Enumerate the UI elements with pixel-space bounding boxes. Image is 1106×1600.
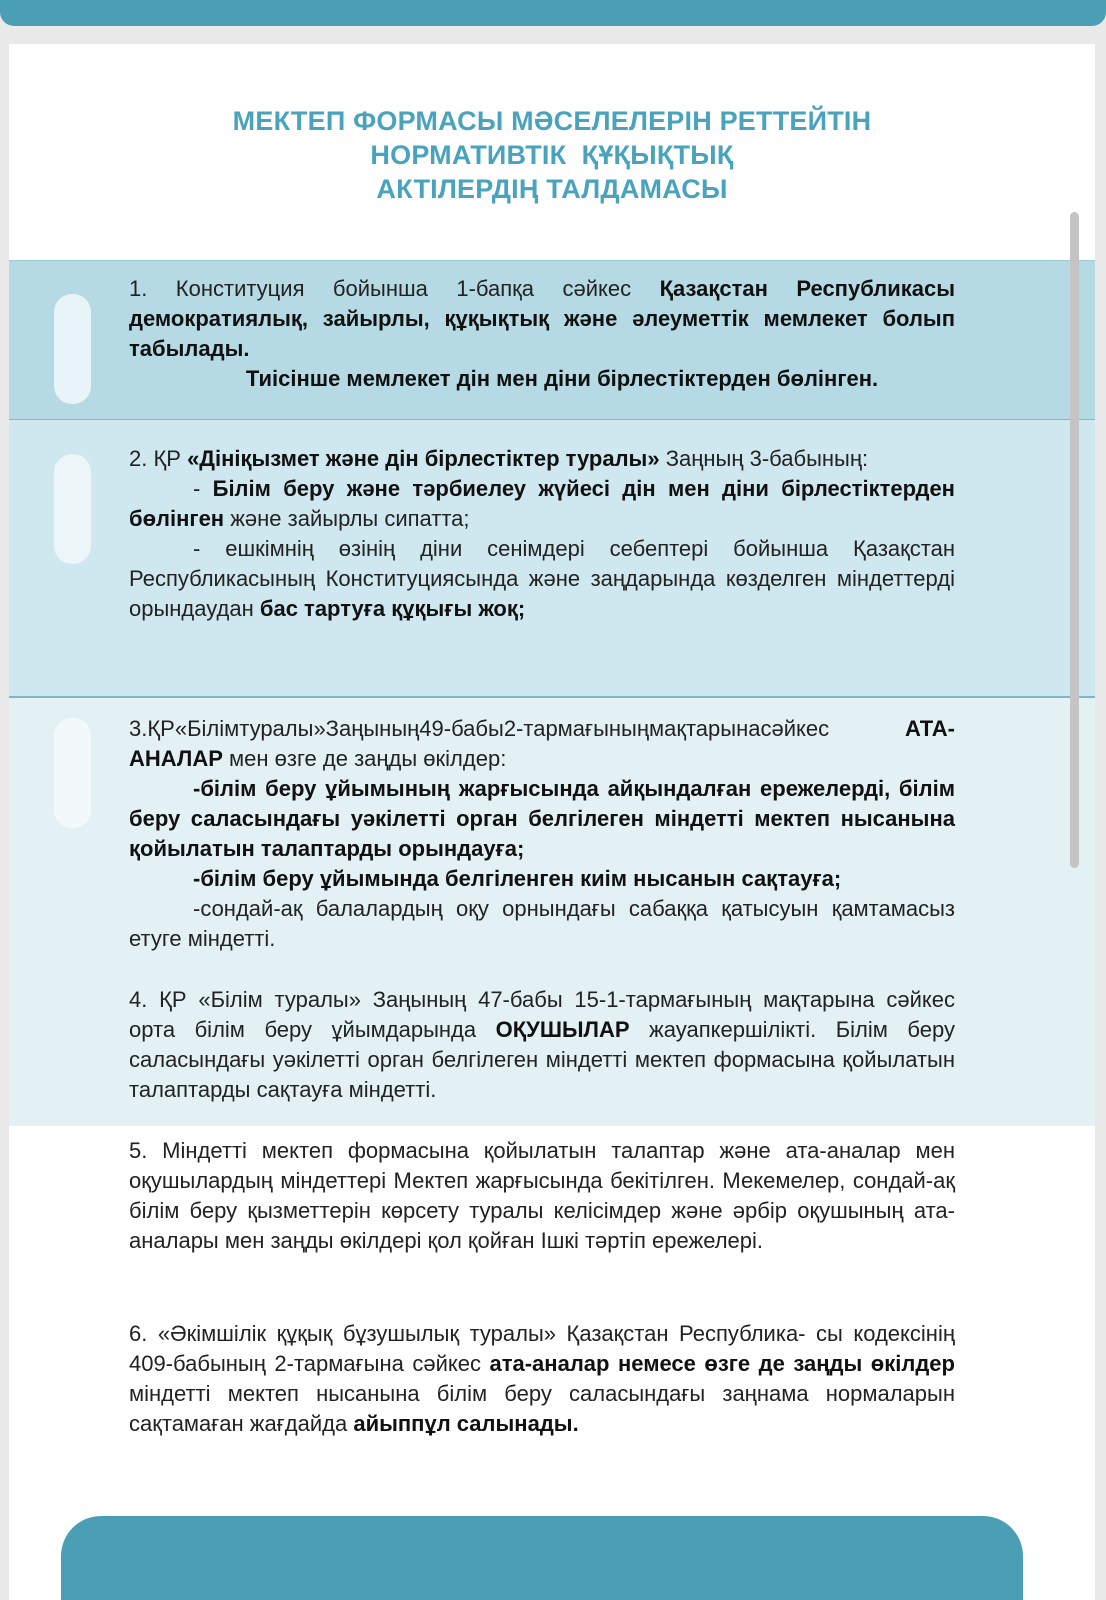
bottom-accent-bar <box>61 1516 1023 1600</box>
section-3-item-3: -сондай-ақ балалардың оқу орнындағы сабаққа қатысуын қамтамасыз етуге міндетті. <box>129 896 955 951</box>
decorative-pill-2 <box>54 454 91 564</box>
section-4-text: 4. ҚР «Білім туралы» Заңының 47-бабы 15-1-тармағының мақтарына сәйкес орта білім беру ұйымдарында <box>129 987 955 1042</box>
section-2-item-1-tail: және зайырлы сипатта; <box>224 506 470 531</box>
section-5 <box>129 1136 955 1256</box>
section-2-prefix: 2. ҚР <box>129 446 188 471</box>
page-title <box>9 104 1095 206</box>
section-6-text: 6. «Әкімшілік құқық бұзушылық туралы» Қазақстан Республика- сы кодексінің 409-бабының 2-тармағына сәйкес <box>129 1321 955 1376</box>
section-4-students: ОҚУШЫЛАР <box>495 1017 630 1042</box>
decorative-pill-3 <box>54 718 91 828</box>
section-2-suffix: Заңның 3-бабының: <box>659 446 869 471</box>
section-3-prefix: 3.ҚР«Білімтуралы»Заңының49-бабы2-тармағыныңмақтарынасәйкес <box>129 716 905 741</box>
scrollbar-thumb[interactable] <box>1070 212 1079 868</box>
title-line-1: МЕКТЕП ФОРМАСЫ МӘСЕЛЕЛЕРІН РЕТТЕЙТІН <box>232 106 872 136</box>
section-4-paragraph <box>129 985 955 1105</box>
section-2-item-1-dash: - <box>193 476 213 501</box>
section-1-text: 1. Конституция бойынша 1-бапқа сәйкес <box>129 276 660 301</box>
section-2-item-1 <box>129 474 955 534</box>
section-6-paragraph <box>129 1319 955 1439</box>
section-6-parents: ата-аналар немесе өзге де заңды өкілдер <box>489 1351 955 1376</box>
section-6-middle: міндетті мектеп нысанына білім беру саласындағы заңнама нормаларын сақтамаған жағдайда <box>129 1381 955 1436</box>
title-line-2: НОРМАТИВТІК ҚҰҚЫҚТЫҚ <box>370 140 734 170</box>
section-1-conclusion: Тиісінше мемлекет дін мен діни бірлестіктерден бөлінген. <box>245 366 879 391</box>
section-3 <box>129 714 955 954</box>
section-3-suffix: мен өзге де заңды өкілдер: <box>222 746 507 771</box>
top-accent-bar <box>0 0 1106 26</box>
section-3-item-2: -білім беру ұйымында белгіленген киім нысанын сақтауға; <box>193 866 842 891</box>
section-3-parents: АТА-АНАЛАР <box>129 716 955 771</box>
decorative-pill-1 <box>54 294 91 404</box>
section-1-paragraph <box>129 274 955 364</box>
section-3-item-1: -білім беру ұйымының жарғысында айқындалған ережелерді, білім беру саласындағы уәкілетті орган белгілеген міндетті мектеп нысанына қойылатын талаптарды орындауға; <box>129 776 955 861</box>
section-3-heading <box>129 714 955 774</box>
section-4 <box>129 985 955 1105</box>
section-5-paragraph: 5. Міндетті мектеп формасына қойылатын талаптар және ата-аналар мен оқушылардың міндеттері Мектеп жарғысында бекітілген. Мекемелер, сондай-ақ білім беру қызметтерін көрсету туралы келісімдер және әрбір оқушының ата-аналары мен заңды өкілдері қол қойған Ішкі тәртіп ережелері. <box>129 1138 955 1253</box>
section-4-tail: жауапкершілікті. Білім беру саласындағы уәкілетті орган белгілеген міндетті мектеп формасына қойылатын талаптарды сақтауға міндетті. <box>129 1017 956 1102</box>
section-2-item-2-text: - ешкімнің өзінің діни сенімдері себептері бойынша Қазақстан Республикасының Конституциясында және заңдарында көзделген міндеттерді орындаудан <box>129 536 955 621</box>
section-2 <box>129 444 955 624</box>
section-2-item-2 <box>129 534 955 624</box>
section-2-heading <box>129 444 955 474</box>
section-1 <box>129 274 955 394</box>
section-1-bold-text: Қазақстан Республикасы демократиялық, зайырлы, құқықтық және әлеуметтік мемлекет болып табылады. <box>129 276 956 361</box>
section-6 <box>129 1319 955 1439</box>
section-6-fine: айыппұл салынады. <box>353 1411 579 1436</box>
section-2-item-2-bold: бас тартуға құқығы жоқ; <box>259 596 526 621</box>
title-line-3: АКТІЛЕРДІҢ ТАЛДАМАСЫ <box>376 174 728 204</box>
section-2-item-1-bold: Білім беру және тәрбиелеу жүйесі дін мен діни бірлестіктерден бөлінген <box>129 476 955 531</box>
document-page <box>9 44 1095 1600</box>
section-2-law-title: «Дініқызмет және дін бірлестіктер туралы» <box>187 446 660 471</box>
